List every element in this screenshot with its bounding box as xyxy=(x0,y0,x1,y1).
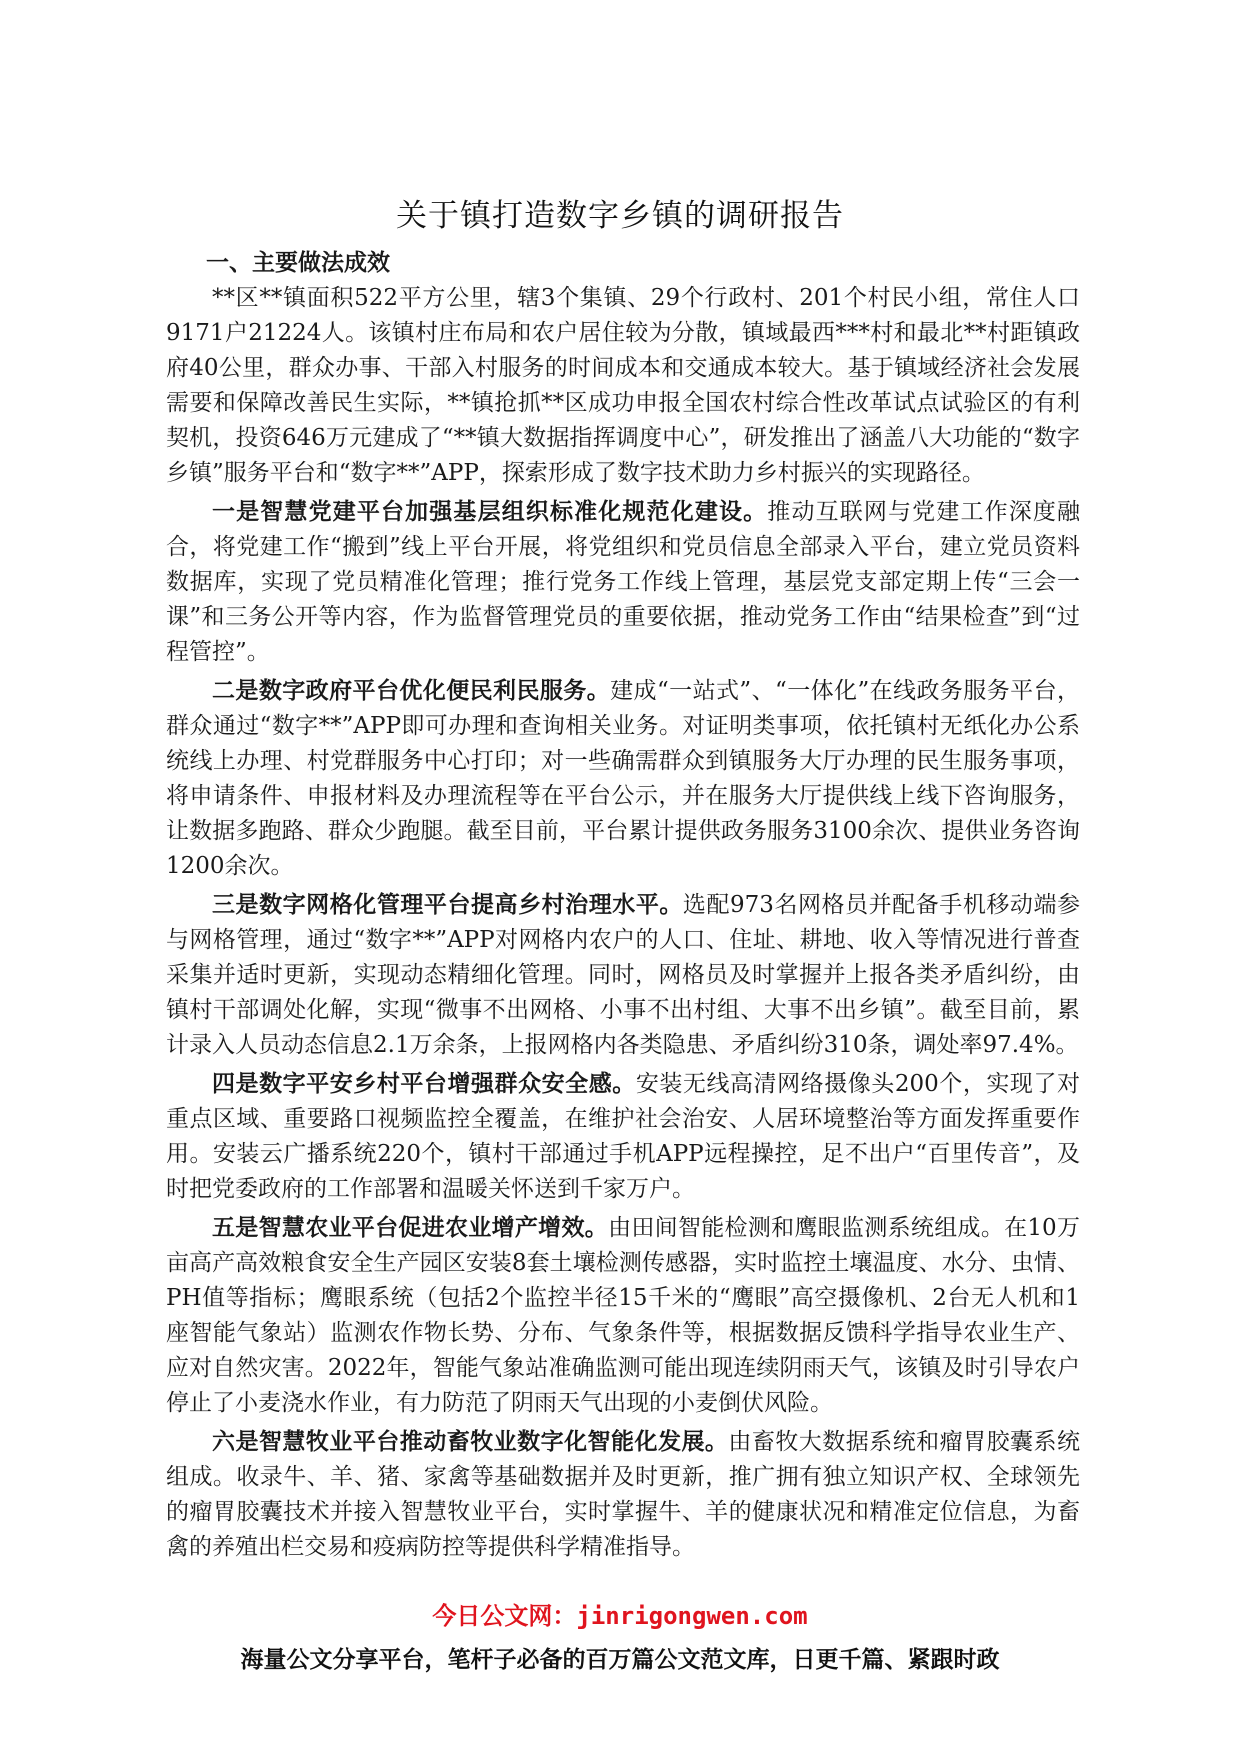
footer-site-name: 今日公文网： xyxy=(432,1602,577,1630)
intro-paragraph: **区**镇面积522平方公里，辖3个集镇、29个行政村、201个村民小组，常住人口9171户21224人。该镇村庄布局和农户居住较为分散，镇域最西***村和最北**村距镇政府40公里，群众办事、干部入村服务的时间成本和交通成本较大。基于镇域经济社会发展需要和保障改善民生实际，**镇抢抓**区成功申报全国农村综合性改革试点试验区的有利契机，投资646万元建成了“**镇大数据指挥调度中心”，研发推出了涵盖八大功能的“数字乡镇”服务平台和“数字**”APP，探索形成了数字技术助力乡村振兴的实现路径。 xyxy=(166,285,1080,486)
item-lead-3: 三是数字网格化管理平台提高乡村治理水平。 xyxy=(212,892,683,918)
item-text-6: 由畜牧大数据系统和瘤胃胶囊系统组成。收录牛、羊、猪、家禽等基础数据并及时更新，推广拥有独立知识产权、全球领先的瘤胃胶囊技术并接入智慧牧业平台，实时掌握牛、羊的健康状况和精准定位信息，为畜禽的养殖出栏交易和疫病防控等提供科学精准指导。 xyxy=(166,1429,1081,1560)
item-lead-6: 六是智慧牧业平台推动畜牧业数字化智能化发展。 xyxy=(212,1429,729,1455)
footer-slogan: 海量公文分享平台，笔杆子必备的百万篇公文范文库，日更千篇、紧跟时政 xyxy=(240,1647,1000,1673)
item-lead-1: 一是智慧党建平台加强基层组织标准化规范化建设。 xyxy=(212,499,768,525)
item-paragraph-1 xyxy=(166,495,1080,670)
item-paragraph-4 xyxy=(166,1067,1080,1207)
item-lead-5: 五是智慧农业平台促进农业增产增效。 xyxy=(212,1215,609,1241)
item-text-5: 由田间智能检测和鹰眼监测系统组成。在10万亩高产高效粮食安全生产园区安装8套土壤检测传感器，实时监控土壤温度、水分、虫情、PH值等指标；鹰眼系统（包括2个监控半径15千米的“鹰眼”高空摄像机、2台无人机和1座智能气象站）监测农作物长势、分布、气象条件等，根据数据反馈科学指导农业生产、应对自然灾害。2022年，智能气象站准确监测可能出现连续阴雨天气，该镇及时引导农户停止了小麦浇水作业，有力防范了阴雨天气出现的小麦倒伏风险。 xyxy=(166,1215,1080,1416)
item-text-1: 推动互联网与党建工作深度融合，将党建工作“搬到”线上平台开展，将党组织和党员信息全部录入平台，建立党员资料数据库，实现了党员精准化管理；推行党务工作线上管理，基层党支部定期上传“三会一课”和三务公开等内容，作为监督管理党员的重要依据，推动党务工作由“结果检查”到“过程管控”。 xyxy=(166,499,1081,665)
item-lead-2: 二是数字政府平台优化便民利民服务。 xyxy=(212,678,611,704)
item-text-2: 建成“一站式”、“一体化”在线政务服务平台，群众通过“数字**”APP即可办理和查询相关业务。对证明类事项，依托镇村无纸化办公系统线上办理、村党群服务中心打印；对一些确需群众到镇服务大厅办理的民生服务事项，将申请条件、申报材料及办理流程等在平台公示，并在服务大厅提供线上线下咨询服务，让数据多跑路、群众少跑腿。截至目前，平台累计提供政务服务3100余次、提供业务咨询1200余次。 xyxy=(166,678,1080,879)
footer-site-link[interactable] xyxy=(0,1596,1240,1631)
page-title: 关于镇打造数字乡镇的调研报告 xyxy=(396,198,844,234)
item-lead-4: 四是数字平安乡村平台增强群众安全感。 xyxy=(212,1071,636,1097)
item-paragraph-5 xyxy=(166,1211,1080,1421)
item-paragraph-2 xyxy=(166,674,1080,884)
item-paragraph-3 xyxy=(166,888,1080,1063)
footer-site-url[interactable]: jinrigongwen.com xyxy=(576,1602,808,1630)
section-heading: 一、主要做法成效 xyxy=(206,250,390,276)
document-body xyxy=(166,246,1080,1569)
item-text-3: 选配973名网格员并配备手机移动端参与网格管理，通过“数字**”APP对网格内农户的人口、住址、耕地、收入等情况进行普查采集并适时更新，实现动态精细化管理。同时，网格员及时掌握并上报各类矛盾纠纷，由镇村干部调处化解，实现“微事不出网格、小事不出村组、大事不出乡镇”。截至目前，累计录入人员动态信息2.1万余条，上报网格内各类隐患、矛盾纠纷310条，调处率97.4%。 xyxy=(166,892,1081,1058)
item-paragraph-6 xyxy=(166,1425,1080,1565)
item-text-4: 安装无线高清网络摄像头200个，实现了对重点区域、重要路口视频监控全覆盖，在维护社会治安、人居环境整治等方面发挥重要作用。安装云广播系统220个，镇村干部通过手机APP远程操控，足不出户“百里传音”，及时把党委政府的工作部署和温暖关怀送到千家万户。 xyxy=(166,1071,1081,1202)
